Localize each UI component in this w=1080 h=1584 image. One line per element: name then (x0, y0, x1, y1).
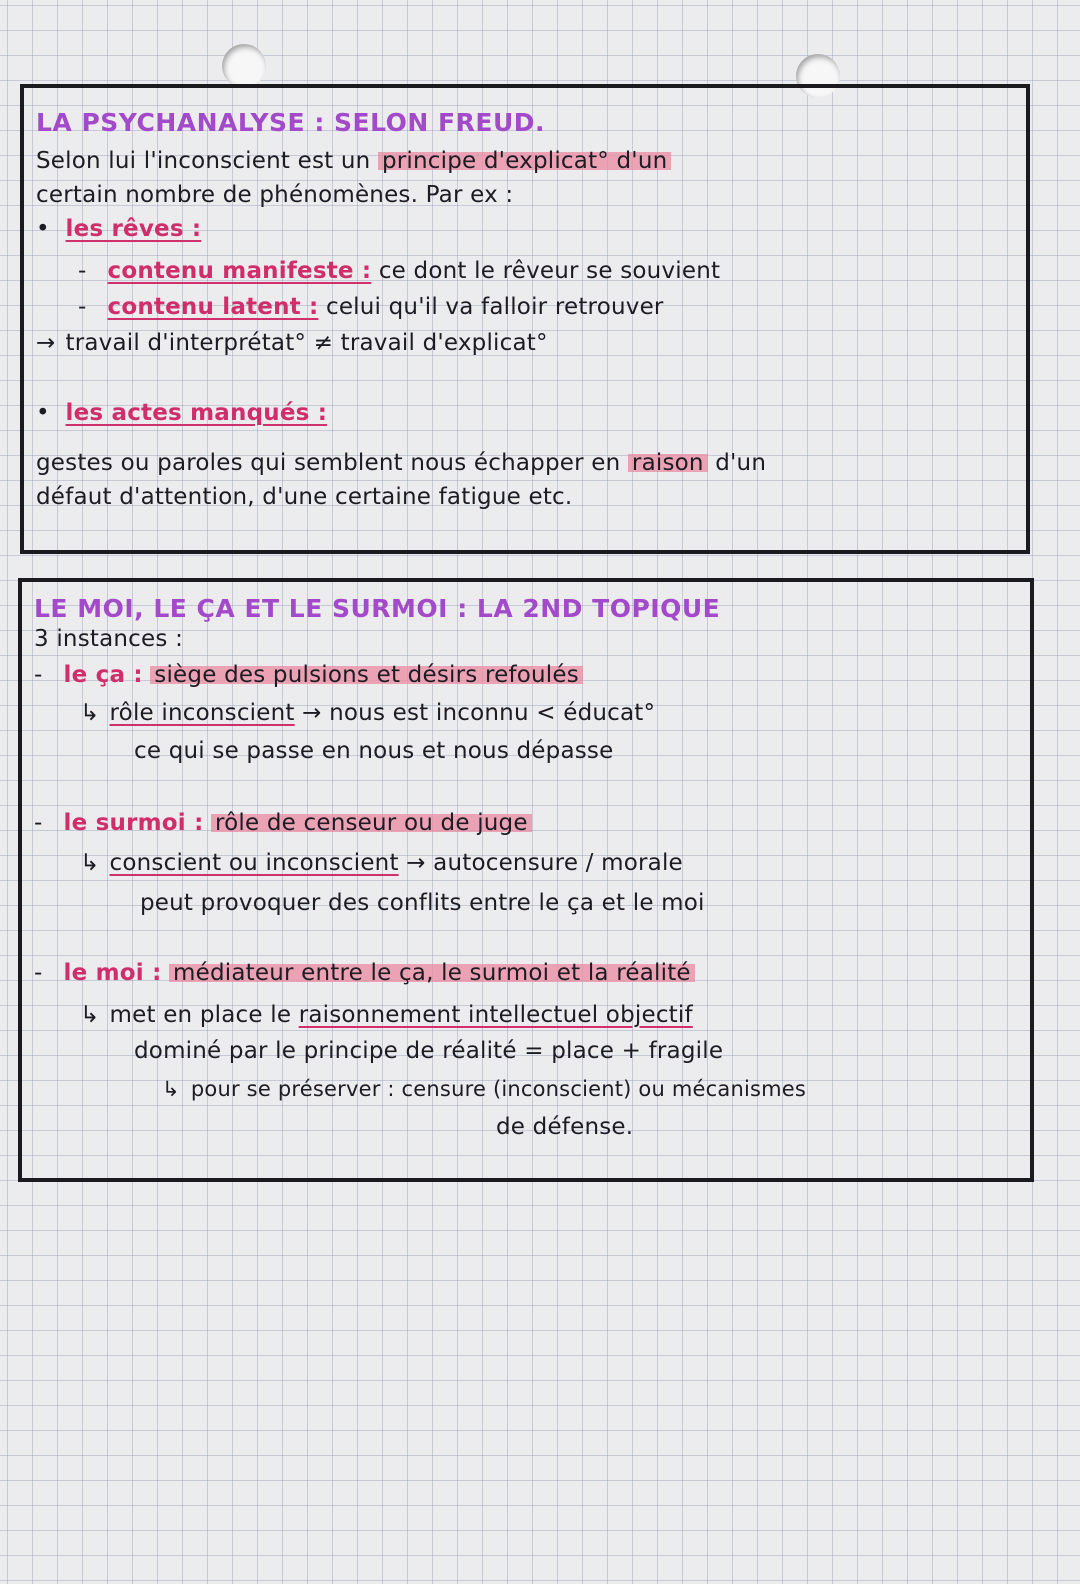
surmoi-heading (34, 808, 532, 838)
intro-line-2: certain nombre de phénomènes. Par ex : (36, 182, 514, 208)
latent-text: celui qu'il va falloir retrouver (325, 294, 664, 320)
binder-hole-left (222, 44, 266, 88)
latent-label: contenu latent : (107, 294, 319, 320)
acts-text-b: d'un (715, 450, 767, 476)
acts-text-2: défaut d'attention, d'une certaine fatigue etc. (36, 484, 573, 510)
surmoi-label: le surmoi : (63, 810, 204, 836)
intro-text: Selon lui l'inconscient est un (36, 148, 371, 174)
moi-line-1-underline: raisonnement intellectuel objectif (298, 1002, 693, 1028)
intro-highlight: principe d'explicat° d'un (378, 148, 671, 174)
ca-label: le ça : (63, 662, 143, 688)
ca-role-2: ce qui se passe en nous et nous dépasse (134, 738, 614, 764)
bullet-icon: • (36, 216, 50, 242)
sub-arrow-icon: ↳ (80, 1002, 100, 1028)
ca-heading (34, 660, 583, 690)
dreams-label: les rêves : (65, 216, 202, 242)
moi-line-1-a: met en place le (109, 1002, 292, 1028)
instances-intro: 3 instances : (34, 626, 184, 652)
intro-line-1 (36, 146, 671, 176)
surmoi-line-1-label: conscient ou inconscient (109, 850, 399, 876)
manifest-label: contenu manifeste : (107, 258, 372, 284)
moi-line-1 (80, 1000, 693, 1030)
bullet-icon: • (36, 400, 50, 426)
moi-heading (34, 958, 695, 988)
dash-icon: - (78, 294, 87, 320)
dreams-conclusion (36, 328, 548, 358)
moi-line-3-text: pour se préserver : censure (inconscient) ou mécanismes (190, 1077, 807, 1101)
section-title-freud: LA PSYCHANALYSE : SELON FREUD. (36, 108, 545, 137)
dreams-manifest (78, 256, 720, 286)
acts-label: les actes manqués : (65, 400, 328, 426)
acts-heading (36, 398, 327, 428)
moi-line-4: de défense. (496, 1114, 634, 1140)
surmoi-line-2: peut provoquer des conflits entre le ça et le moi (140, 890, 705, 916)
acts-text-a: gestes ou paroles qui semblent nous échapper en (36, 450, 621, 476)
section-title-topique: LE MOI, LE ÇA ET LE SURMOI : LA 2ND TOPIQUE (34, 594, 721, 623)
manifest-text: ce dont le rêveur se souvient (378, 258, 721, 284)
moi-label: le moi : (63, 960, 162, 986)
dreams-latent (78, 292, 664, 322)
moi-line-3 (162, 1074, 806, 1104)
sub-arrow-icon: ↳ (162, 1077, 180, 1101)
acts-text-1 (36, 448, 766, 478)
dash-icon: - (34, 960, 43, 986)
dash-icon: - (34, 810, 43, 836)
ca-role-text: → nous est inconnu < éducat° (302, 700, 656, 726)
dash-icon: - (78, 258, 87, 284)
surmoi-highlight: rôle de censeur ou de juge (211, 810, 532, 836)
surmoi-line-1-text: → autocensure / morale (406, 850, 683, 876)
dash-icon: - (34, 662, 43, 688)
acts-highlight: raison (628, 450, 708, 476)
ca-role-label: rôle inconscient (109, 700, 295, 726)
moi-highlight: médiateur entre le ça, le surmoi et la réalité (169, 960, 695, 986)
arrow-right-icon: → (36, 330, 56, 356)
sub-arrow-icon: ↳ (80, 700, 100, 726)
ca-highlight: siège des pulsions et désirs refoulés (150, 662, 583, 688)
sub-arrow-icon: ↳ (80, 850, 100, 876)
ca-role (80, 698, 655, 728)
moi-line-2: dominé par le principe de réalité = place + fragile (134, 1038, 724, 1064)
dreams-heading (36, 214, 201, 244)
conclusion-text: travail d'interprétat° ≠ travail d'explicat° (65, 330, 548, 356)
surmoi-line-1 (80, 848, 683, 878)
